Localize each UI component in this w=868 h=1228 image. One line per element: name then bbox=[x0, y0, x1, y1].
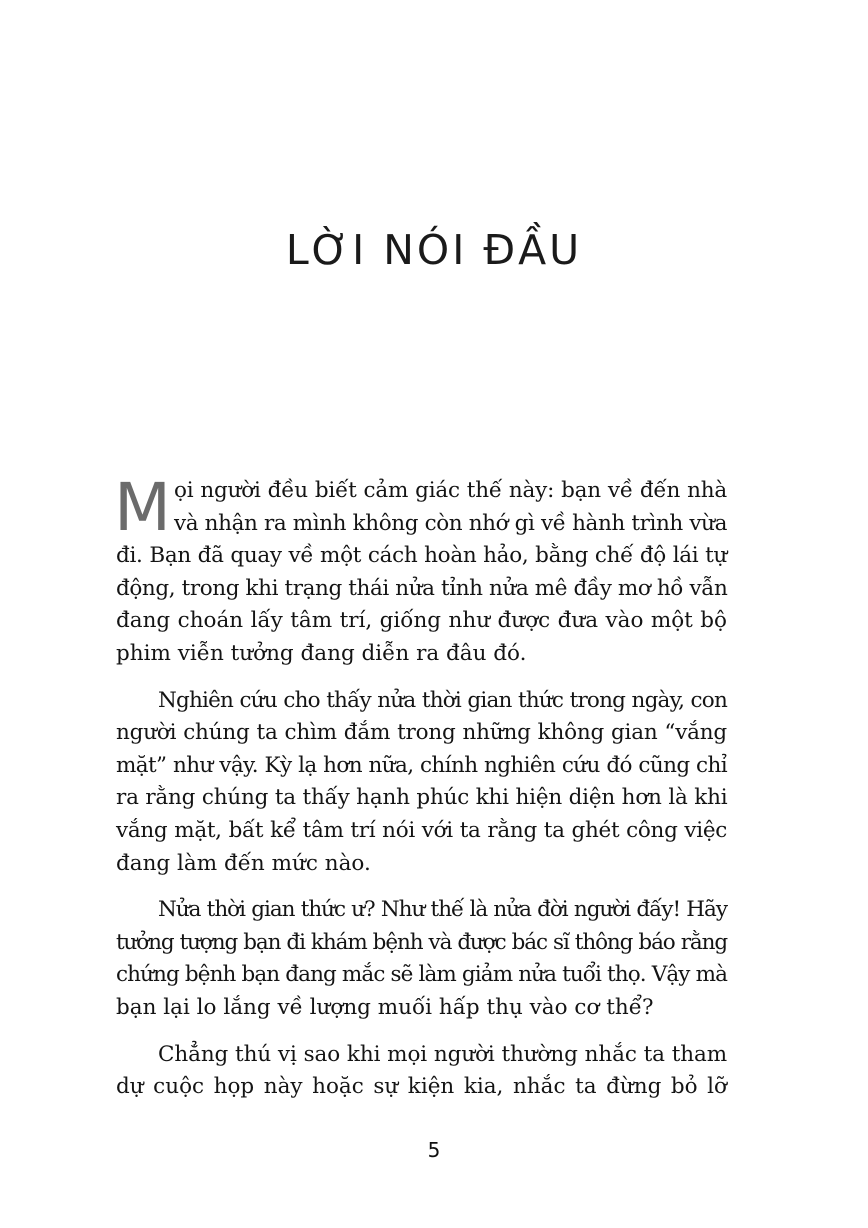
paragraph-3-line-4: bạn lại lo lắng về lượng muối hấp thụ vào cơ thể? bbox=[116, 994, 654, 1020]
paragraph-2-line-1: Nghiên cứu cho thấy nửa thời gian thức trong ngày, con bbox=[158, 687, 727, 713]
paragraph-2-line-6: đang làm đến mức nào. bbox=[116, 850, 371, 876]
drop-cap: M bbox=[114, 469, 171, 546]
paragraph-1-line-4: động, trong khi trạng thái nửa tỉnh nửa mê đầy mơ hồ vẫn bbox=[116, 575, 728, 601]
paragraph-3-line-3: chứng bệnh bạn đang mắc sẽ làm giảm nửa tuổi thọ. Vậy mà bbox=[116, 962, 727, 988]
paragraph-1-line-5: đang choán lấy tâm trí, giống như được đưa vào một bộ bbox=[116, 608, 727, 634]
paragraph-2 bbox=[116, 685, 727, 881]
paragraph-1-line-1: ọi người đều biết cảm giác thế này: bạn về đến nhà bbox=[174, 478, 727, 503]
page-number: 5 bbox=[427, 1138, 441, 1162]
paragraph-3-line-2: tưởng tượng bạn đi khám bệnh và được bác sĩ thông báo rằng bbox=[116, 929, 727, 955]
paragraph-2-line-3: mặt” như vậy. Kỳ lạ hơn nữa, chính nghiên cứu đó cũng chỉ bbox=[116, 752, 727, 778]
paragraph-1 bbox=[114, 469, 728, 671]
paragraph-4-line-2: dự cuộc họp này hoặc sự kiện kia, nhắc ta đừng bỏ lỡ bbox=[116, 1074, 727, 1100]
paragraph-2-line-4: ra rằng chúng ta thấy hạnh phúc khi hiện diện hơn là khi bbox=[116, 785, 728, 811]
paragraph-1-line-6: phim viễn tưởng đang diễn ra đâu đó. bbox=[116, 640, 527, 666]
paragraph-2-line-5: vắng mặt, bất kể tâm trí nói với ta rằng ta ghét công việc bbox=[116, 817, 727, 843]
paragraph-4-line-1: Chẳng thú vị sao khi mọi người thường nhắc ta tham bbox=[158, 1041, 727, 1067]
body-text bbox=[114, 469, 728, 1118]
chapter-title: LỜI NÓI ĐẦU bbox=[285, 226, 583, 274]
paragraph-3-line-1: Nửa thời gian thức ư? Như thế là nửa đời người đấy! Hãy bbox=[158, 897, 727, 923]
paragraph-2-line-2: người chúng ta chìm đắm trong những không gian “vắng bbox=[116, 720, 727, 746]
paragraph-3 bbox=[116, 894, 727, 1024]
paragraph-4 bbox=[116, 1039, 727, 1104]
paragraph-1-line-3: đi. Bạn đã quay về một cách hoàn hảo, bằng chế độ lái tự bbox=[116, 543, 727, 569]
paragraph-1-line-2: và nhận ra mình không còn nhớ gì về hành trình vừa bbox=[174, 510, 727, 536]
